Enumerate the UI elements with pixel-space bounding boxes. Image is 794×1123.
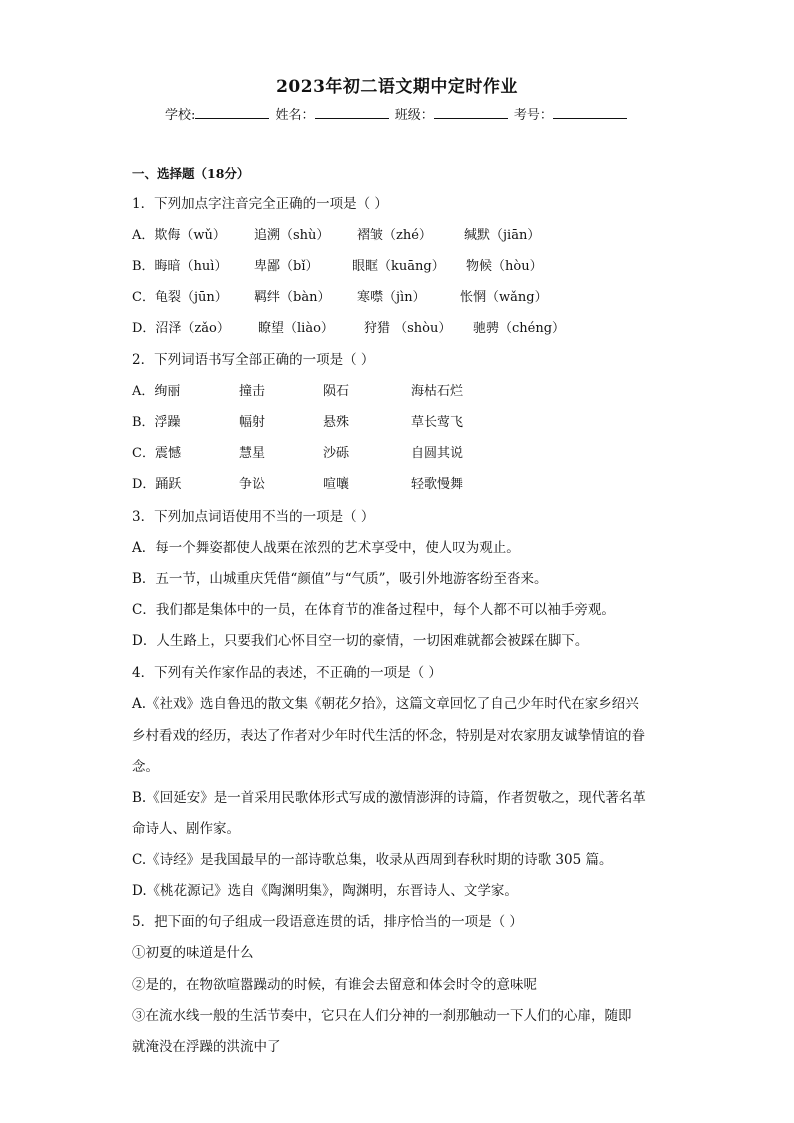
q1-option-c-4: 怅惘（wǎng）	[460, 290, 548, 305]
q4-line-6: C.《诗经》是我国最早的一部诗歌总集，收录从西周到春秋时期的诗歌 305 篇。	[132, 852, 613, 868]
q1-option-a-2: 追溯（shù）	[254, 228, 330, 243]
q1-option-b-4: 物候（hòu）	[466, 259, 543, 274]
q2-option-b-4: 草长莺飞	[411, 415, 464, 430]
q3-option-c: C．我们都是集体中的一员，在体育节的准备过程中，每个人都不可以袖手旁观。	[132, 602, 615, 618]
q2-option-c-3: 沙砾	[323, 446, 350, 461]
q2-option-c-2: 慧星	[239, 446, 266, 461]
q1-option-b-3: 眼眶（kuāng）	[352, 259, 445, 274]
q3-option-b: B．五一节，山城重庆凭借“颜值”与“气质”，吸引外地游客纷至沓来。	[132, 571, 548, 587]
q4-line-2: 乡村看戏的经历，表达了作者对少年时代生活的怀念，特别是对农家朋友诚挚情谊的眷	[132, 728, 645, 744]
question-2-stem: 2．下列词语书写全部正确的一项是（ ）	[132, 352, 375, 368]
page-title: 2023年初二语文期中定时作业	[276, 77, 518, 97]
q5-sentence-1: ①初夏的味道是什么	[132, 945, 254, 961]
q2-option-d-1: D．踊跃	[132, 477, 182, 492]
question-4-stem: 4．下列有关作家作品的表述，不正确的一项是（ ）	[132, 665, 442, 681]
class-blank[interactable]	[434, 106, 508, 119]
q5-sentence-3-cont: 就淹没在浮躁的洪流中了	[132, 1039, 281, 1055]
q4-line-4: B.《回延安》是一首采用民歌体形式写成的激情澎湃的诗篇，作者贺敬之，现代著名革	[132, 790, 646, 806]
section-heading: 一、选择题（18分）	[132, 166, 250, 181]
q2-option-a-2: 撞击	[239, 384, 266, 399]
q4-line-5: 命诗人、剧作家。	[132, 821, 240, 837]
q2-option-d-4: 轻歌慢舞	[411, 477, 464, 492]
question-3-stem: 3．下列加点词语使用不当的一项是（ ）	[132, 509, 375, 525]
question-1-stem: 1．下列加点字注音完全正确的一项是（ ）	[132, 196, 388, 212]
q1-option-c-2: 羁绊（bàn）	[254, 290, 331, 305]
q2-option-a-4: 海枯石烂	[411, 384, 464, 399]
q5-sentence-3: ③在流水线一般的生活节奏中，它只在人们分神的一刹那触动一下人们的心扉，随即	[132, 1008, 632, 1024]
name-blank[interactable]	[315, 106, 389, 119]
school-blank[interactable]	[195, 106, 269, 119]
q1-option-a-3: 褶皱（zhé）	[357, 228, 432, 243]
q2-option-d-3: 喧嚷	[323, 477, 350, 492]
student-info-row	[165, 104, 629, 123]
q1-option-d-1: D．沼泽（zǎo）	[132, 321, 230, 336]
q1-option-b-2: 卑鄙（bǐ）	[254, 259, 319, 274]
q3-option-a: A．每一个舞姿都使人战栗在浓烈的艺术享受中，使人叹为观止。	[132, 540, 520, 556]
q2-option-c-1: C．震憾	[132, 446, 181, 461]
q2-option-a-1: A．绚丽	[132, 384, 181, 399]
q1-option-d-3: 狩猎 （shòu）	[364, 321, 452, 336]
name-label: 姓名：	[275, 108, 315, 123]
q4-line-7: D.《桃花源记》选自《陶渊明集》，陶渊明，东晋诗人、文学家。	[132, 883, 518, 899]
q1-option-c-1: C．龟裂（jūn）	[132, 290, 228, 305]
q1-option-d-2: 瞭望（liào）	[258, 321, 334, 336]
q2-option-b-2: 幅射	[239, 415, 266, 430]
q2-option-b-3: 悬殊	[323, 415, 350, 430]
q2-option-d-2: 争讼	[239, 477, 266, 492]
exam-number-label: 考号：	[513, 108, 553, 123]
q1-option-c-3: 寒噤（jìn）	[357, 290, 426, 305]
q1-option-a-1: A．欺侮（wǔ）	[132, 228, 226, 243]
q3-option-d: D．人生路上，只要我们心怀目空一切的豪情，一切困难就都会被踩在脚下。	[132, 633, 589, 649]
q2-option-b-1: B．浮躁	[132, 415, 181, 430]
q2-option-c-4: 自圆其说	[411, 446, 464, 461]
q1-option-a-4: 缄默（jiān）	[464, 228, 541, 243]
q4-line-3: 念。	[132, 759, 159, 775]
school-label: 学校:	[165, 108, 196, 123]
question-5-stem: 5．把下面的句子组成一段语意连贯的话，排序恰当的一项是（ ）	[132, 914, 523, 930]
q5-sentence-2: ②是的，在物欲喧嚣躁动的时候，有谁会去留意和体会时令的意味呢	[132, 977, 537, 993]
class-label: 班级：	[394, 108, 434, 123]
exam-number-blank[interactable]	[553, 106, 627, 119]
q4-line-1: A.《社戏》选自鲁迅的散文集《朝花夕拾》，这篇文章回忆了自己少年时代在家乡绍兴	[132, 696, 639, 712]
q1-option-b-1: B．晦暗（huì）	[132, 259, 228, 274]
q2-option-a-3: 陨石	[323, 384, 350, 399]
q1-option-d-4: 驰骋（chéng）	[473, 321, 566, 336]
